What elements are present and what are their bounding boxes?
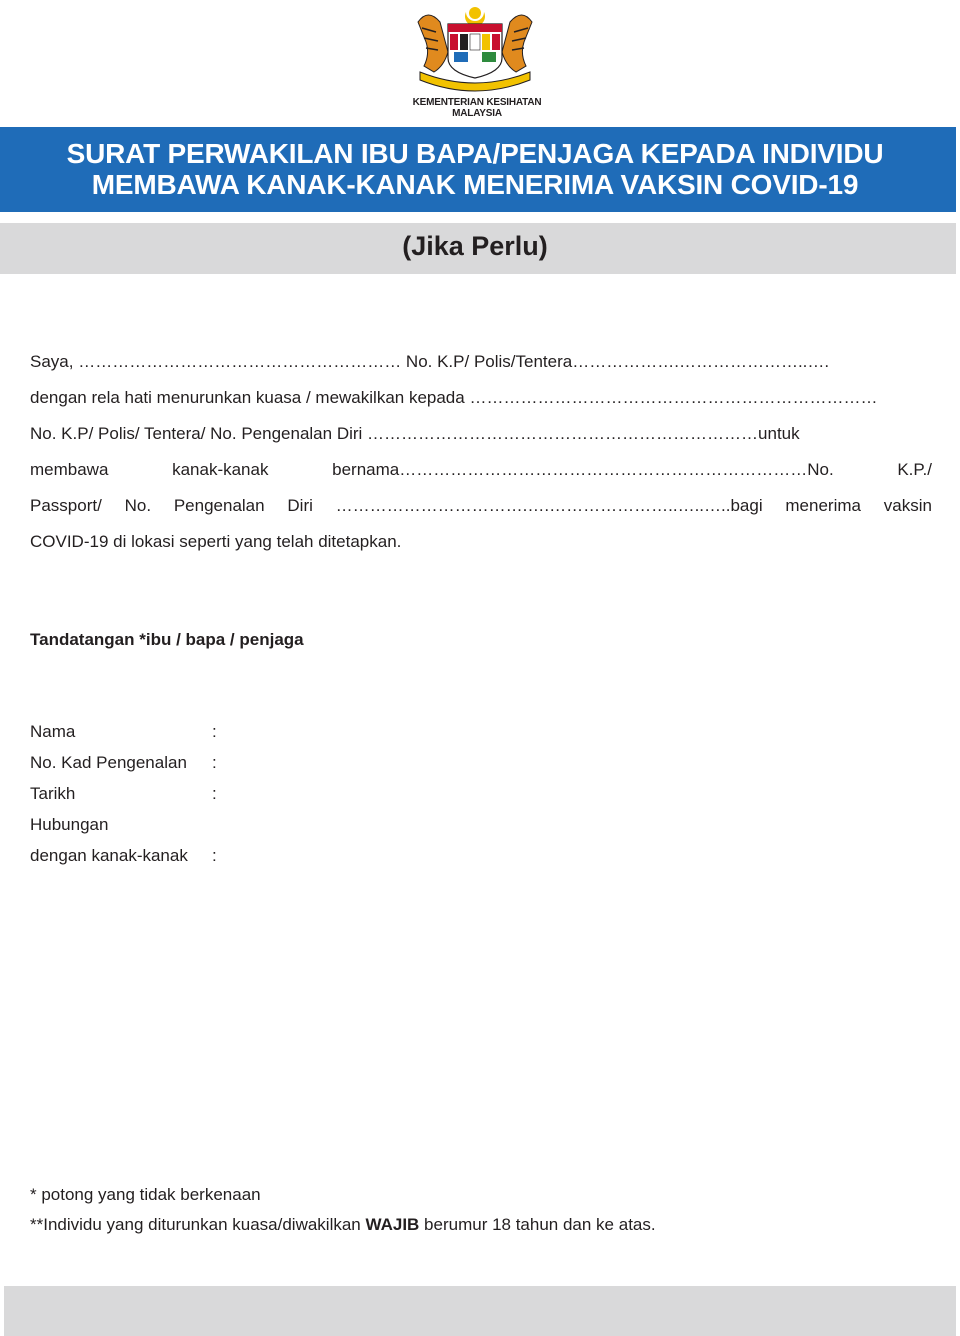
footnote-2-text: **Individu yang diturunkan kuasa/diwakilkan [30,1215,366,1234]
field-colon: : [212,722,217,741]
paragraph-line-3: No. K.P/ Polis/ Tentera/ No. Pengenalan Diri ……………………………………………………………untuk [30,424,800,443]
field-colon: : [212,753,217,772]
footnote-1: * potong yang tidak berkenaan [30,1185,261,1204]
coat-of-arms-crest-icon [410,2,540,94]
field-label-dengan-kanak-kanak: dengan kanak-kanak [30,846,188,865]
word: Passport/ [30,496,102,515]
paragraph-line-4 [30,458,932,482]
paragraph-line-1: Saya, ………………………………………………… No. K.P/ Polis/Tentera……………….…………………..…. [30,352,830,371]
field-label-tarikh: Tarikh [30,784,76,803]
paragraph-line-6: COVID-19 di lokasi seperti yang telah ditetapkan. [30,532,402,551]
word: vaksin [883,496,932,515]
paragraph-line-2: dengan rela hati menurunkan kuasa / mewakilkan kepada ……………………………………………………………… [30,388,878,407]
page-title-line-2: MEMBAWA KANAK-KANAK MENERIMA VAKSIN COVID-19 [91,169,859,200]
footnote-2-text-end: berumur 18 tahun dan ke atas. [419,1215,656,1234]
field-colon: : [212,846,217,865]
word: bernama………………………………………………………………No. [332,460,834,479]
word: …………………………….….…………………..…..…..bagi [335,496,763,515]
word: kanak-kanak [172,460,269,479]
field-label-hubungan: Hubungan [30,815,109,834]
page-subtitle: (Jika Perlu) [402,231,548,261]
ministry-name: KEMENTERIAN KESIHATAN MALAYSIA [412,97,542,119]
field-label-no-kad: No. Kad Pengenalan [30,753,187,772]
word: Diri [287,496,313,515]
footer-band [4,1286,956,1336]
word: membawa [30,460,109,479]
footnote-2-emphasis: WAJIB [365,1215,420,1234]
word: No. [124,496,152,515]
footnote-2 [30,1213,656,1237]
field-label-nama: Nama [30,722,76,741]
page-title-line-1: SURAT PERWAKILAN IBU BAPA/PENJAGA KEPADA INDIVIDU [66,138,884,169]
word: K.P./ [897,460,932,479]
word: menerima [785,496,861,515]
signature-title: Tandatangan *ibu / bapa / penjaga [30,630,304,649]
paragraph-line-5 [30,494,932,518]
word: Pengenalan [173,496,265,515]
field-colon: : [212,784,217,803]
